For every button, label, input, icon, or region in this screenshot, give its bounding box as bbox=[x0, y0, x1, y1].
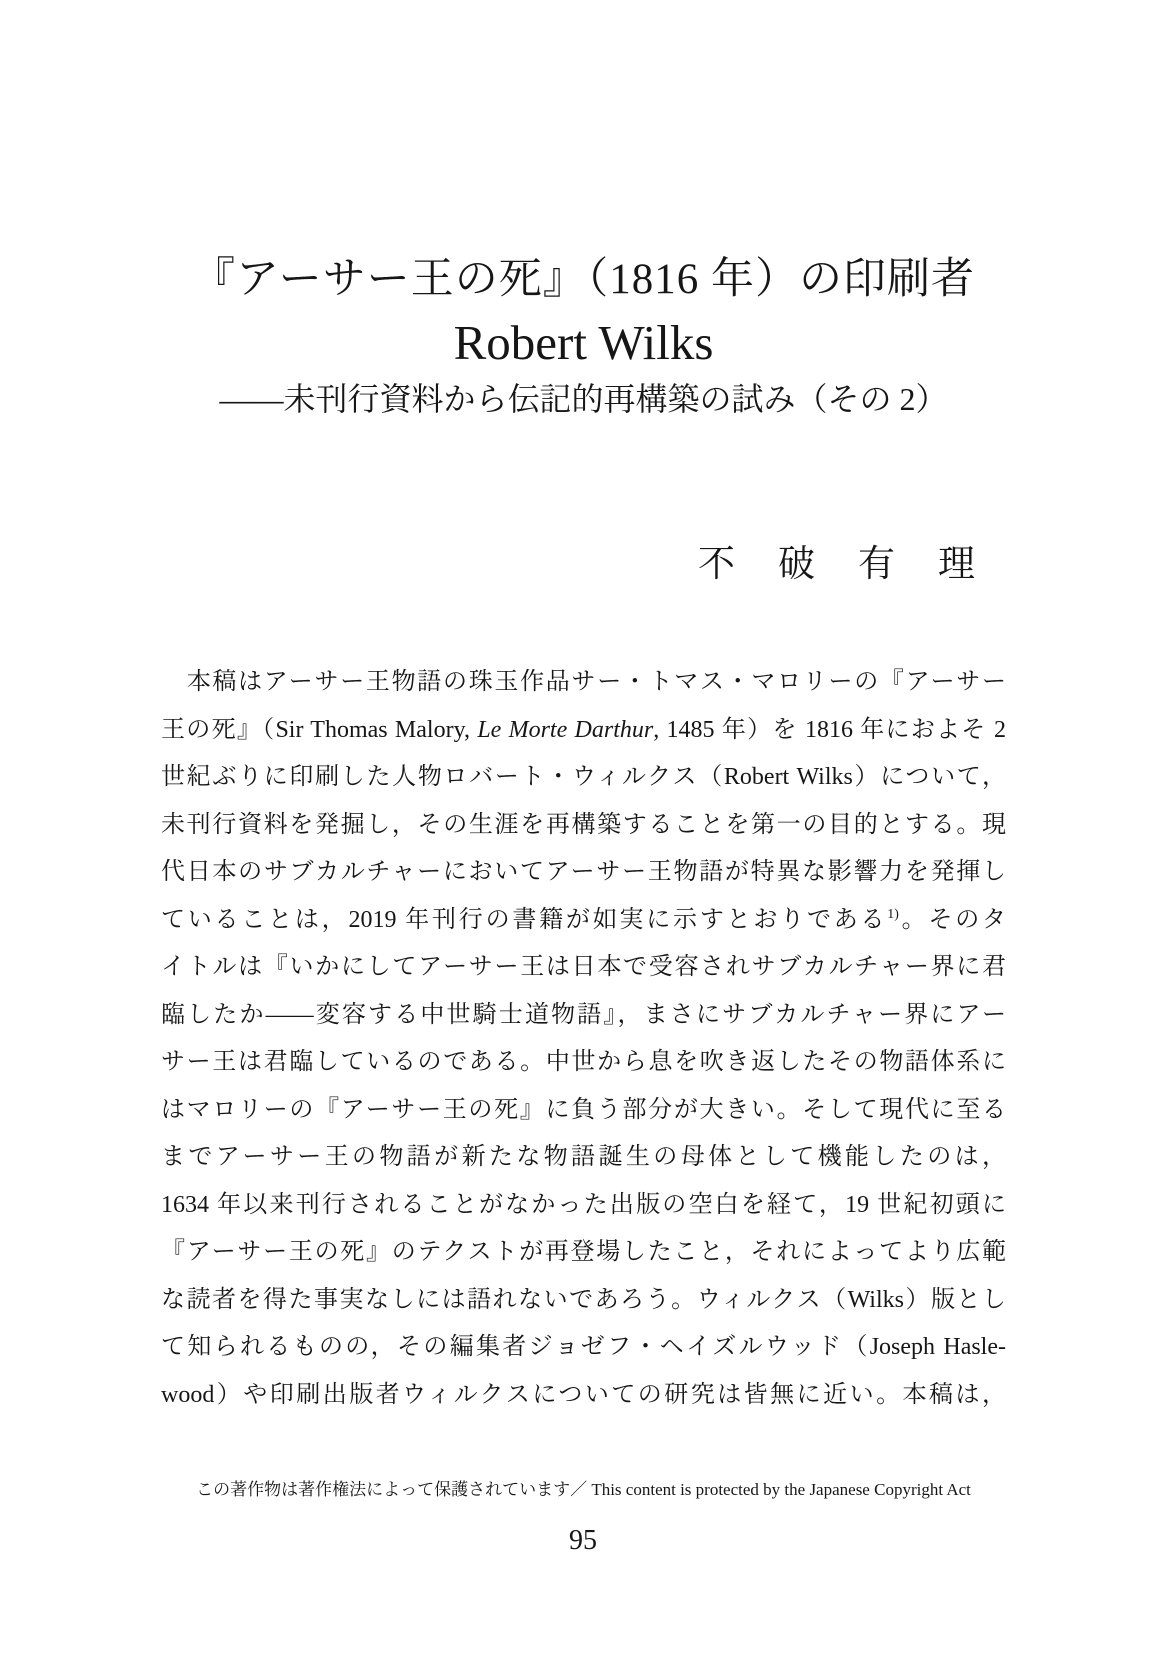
body-line bbox=[161, 1277, 1006, 1325]
body-line bbox=[161, 802, 1006, 850]
body-line bbox=[161, 707, 1006, 755]
text-segment: な読者を得た事実なしには語れないであろう。ウィルクス（Wilks）版とし bbox=[161, 1286, 1006, 1313]
text-segment: ていることは，2019 年刊行の書籍が如実に示すとおりである bbox=[161, 906, 888, 933]
text-segment: 1634 年以来刊行されることがなかった出版の空白を経て，19 世紀初頭に bbox=[161, 1191, 1006, 1218]
footnote-reference: 1) bbox=[887, 906, 899, 922]
text-segment: 王の死』（Sir Thomas Malory, bbox=[161, 716, 478, 743]
body-text bbox=[161, 659, 1006, 1419]
text-segment: イトルは『いかにしてアーサー王は日本で受容されサブカルチャー界に君 bbox=[161, 954, 1006, 980]
body-line bbox=[161, 1372, 1006, 1420]
article-title-line2: Robert Wilks bbox=[453, 315, 714, 370]
text-segment: 『アーサー王の死』のテクストが再登場したこと，それによってより広範 bbox=[161, 1239, 1006, 1265]
body-line bbox=[161, 1182, 1006, 1230]
text-segment: て知られるものの，その編集者ジョゼフ・ヘイズルウッド（Joseph Hasle- bbox=[161, 1334, 1006, 1360]
text-segment: 世紀ぶりに印刷した人物ロバート・ウィルクス（Robert Wilks）について， bbox=[161, 764, 1006, 790]
text-segment: , 1485 年）を 1816 年におよそ 2 bbox=[653, 716, 1006, 743]
article-subtitle: ——未刊行資料から伝記的再構築の試み（その 2） bbox=[219, 381, 948, 417]
body-line bbox=[161, 1134, 1006, 1182]
copyright-notice: この著作物は著作権法によって保護されています／ This content is protected by the Japanese Copyright Act bbox=[196, 1480, 971, 1499]
text-segment: はマロリーの『アーサー王の死』に負う部分が大きい。そして現代に至る bbox=[161, 1096, 1006, 1123]
text-segment: 本稿はアーサー王物語の珠玉作品サー・トマス・マロリーの『アーサー bbox=[161, 669, 1006, 695]
text-segment: 代日本のサブカルチャーにおいてアーサー王物語が特異な影響力を発揮し bbox=[161, 859, 1006, 885]
body-line bbox=[161, 1324, 1006, 1372]
text-segment: サー王は君臨しているのである。中世から息を吹き返したその物語体系に bbox=[161, 1049, 1006, 1075]
body-line bbox=[161, 1087, 1006, 1135]
text-segment: 。そのタ bbox=[898, 906, 1007, 933]
title-block bbox=[161, 250, 1006, 422]
body-line bbox=[161, 659, 1006, 707]
text-segment: までアーサー王の物語が新たな物語誕生の母体として機能したのは， bbox=[161, 1144, 1006, 1170]
text-segment: wood）や印刷出版者ウィルクスについての研究は皆無に近い。本稿は， bbox=[161, 1381, 1006, 1408]
text-segment: 臨したか——変容する中世騎士道物語』，まさにサブカルチャー界にアー bbox=[161, 1001, 1006, 1028]
body-line bbox=[161, 1229, 1006, 1277]
page-number: 95 bbox=[569, 1525, 597, 1556]
italic-work-title: Le Morte Darthur bbox=[477, 716, 654, 743]
body-line bbox=[161, 754, 1006, 802]
text-segment: 未刊行資料を発掘し，その生涯を再構築することを第一の目的とする。現 bbox=[161, 811, 1006, 838]
body-line bbox=[161, 849, 1006, 897]
body-line bbox=[161, 897, 1006, 945]
article-title-line1: 『アーサー王の死』（1816 年）の印刷者 bbox=[192, 256, 975, 303]
author-name: 不 破 有 理 bbox=[698, 544, 978, 585]
body-line bbox=[161, 944, 1006, 992]
body-line bbox=[161, 1039, 1006, 1087]
body-line bbox=[161, 992, 1006, 1040]
